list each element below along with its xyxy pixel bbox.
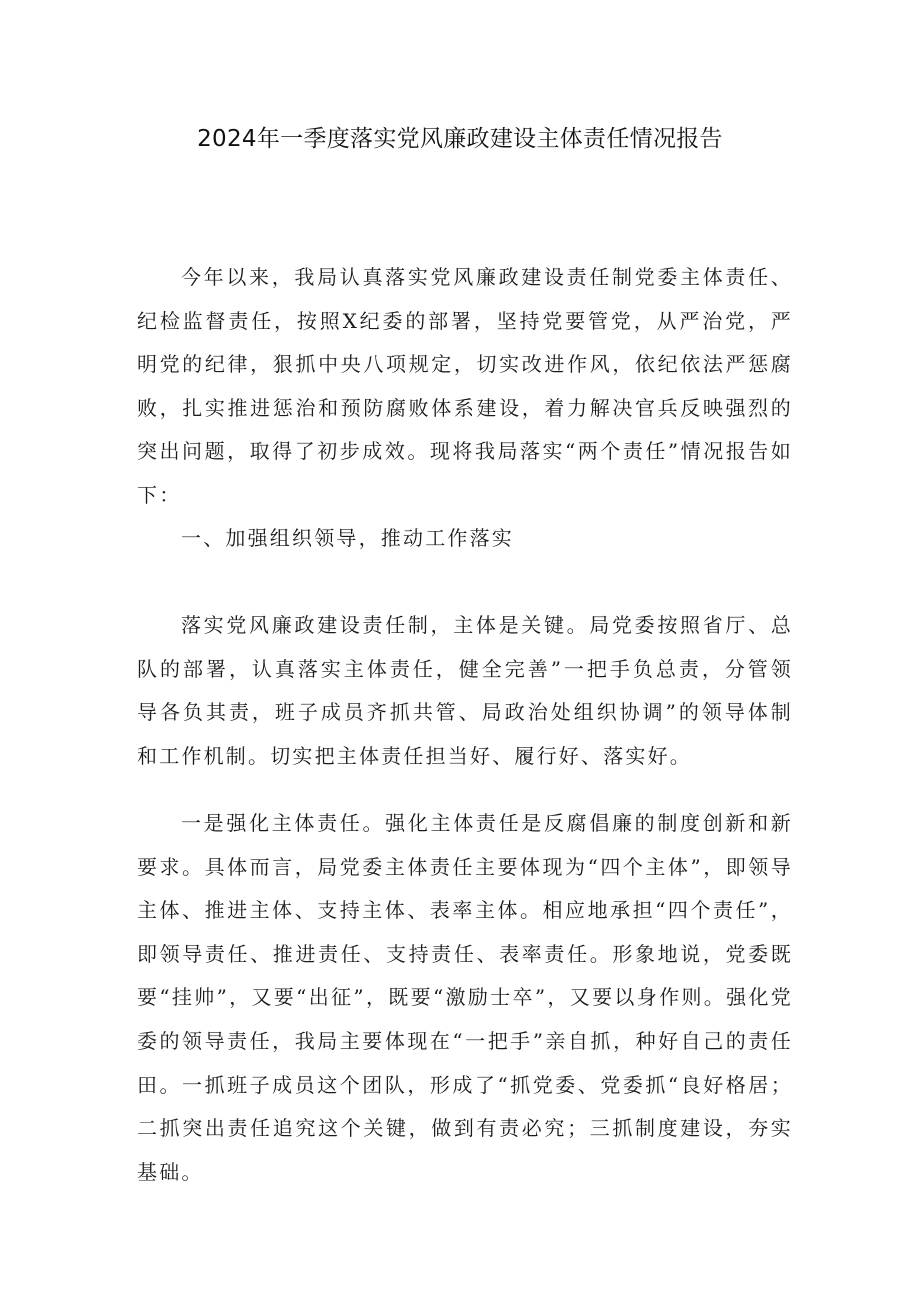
intro-paragraph: 今年以来，我局认真落实党风廉政建设责任制党委主体责任、纪检监督责任，按照X纪委的部署，坚持党要管党，从严治党，严明党的纪律，狠抓中央八项规定，切实改进作风，依纪依法严惩腐败，扎实推进惩治和预防腐败体系建设，着力解决官兵反映强烈的突出问题，取得了初步成效。现将我局落实“两个责任”情况报告如下： [137, 265, 793, 507]
section-heading-1: 一、加强组织领导，推动工作落实 [181, 526, 514, 550]
document-title: 2024年一季度落实党风廉政建设主体责任情况报告 [197, 126, 723, 152]
main-responsibility-paragraph: 一是强化主体责任。强化主体责任是反腐倡廉的制度创新和新要求。具体而言，局党委主体责任主要体现为“四个主体”，即领导主体、推进主体、支持主体、表率主体。相应地承担“四个责任”，即领导责任、推进责任、支持责任、表率责任。形象地说，党委既要“挂帅”，又要“出征”，既要“激励士卒”，又要以身作则。强化党委的领导责任，我局主要体现在“一把手”亲自抓，种好自己的责任田。一抓班子成员这个团队，形成了“抓党委、党委抓“良好格居；二抓突出责任追究这个关键，做到有责必究；三抓制度建设，夯实基础。 [137, 811, 793, 1184]
section-1-paragraph: 落实党风廉政建设责任制，主体是关键。局党委按照省厅、总队的部署，认真落实主体责任，健全完善”一把手负总责，分管领导各负其责，班子成员齐抓共管、局政治处组织协调”的领导体制和工作机制。切实把主体责任担当好、履行好、落实好。 [137, 613, 793, 768]
